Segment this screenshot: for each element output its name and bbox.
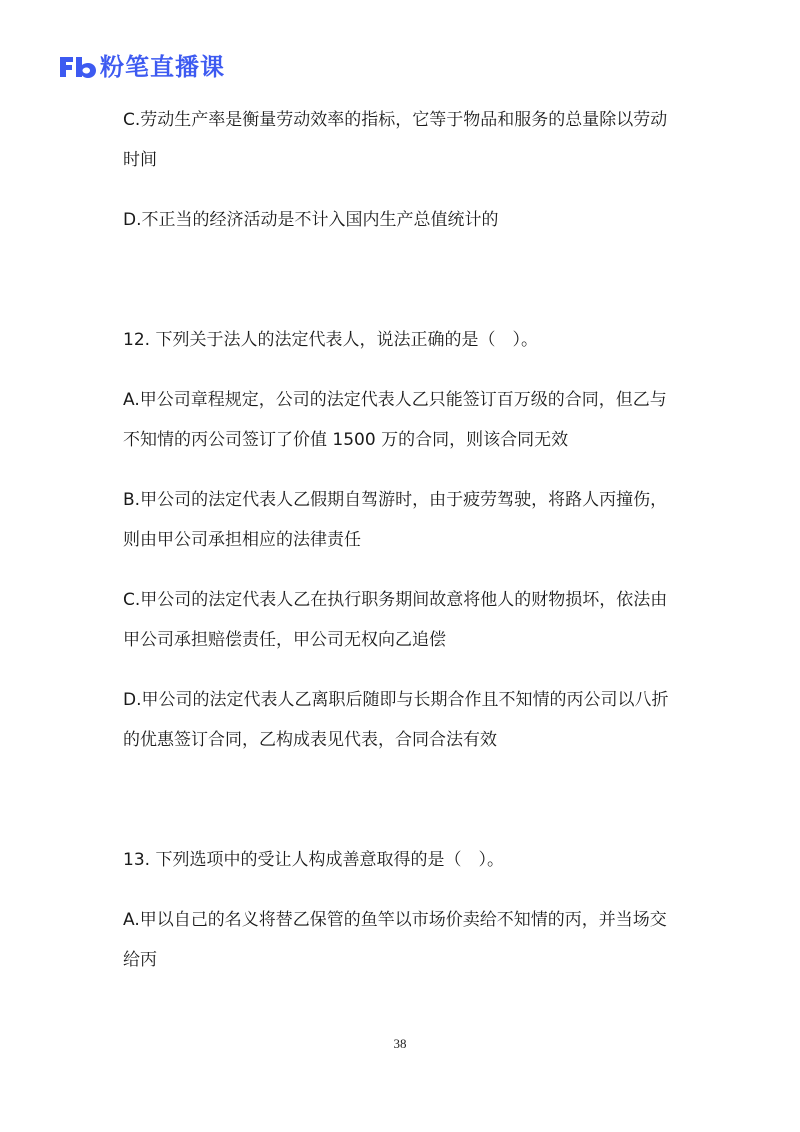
question-12-option-b: B.甲公司的法定代表人乙假期自驾游时，由于疲劳驾驶，将路人丙撞伤，则由甲公司承担相应的法律责任 bbox=[123, 490, 668, 550]
question-12-option-c: C.甲公司的法定代表人乙在执行职务期间故意将他人的财物损坏，依法由甲公司承担赔偿责任，甲公司无权向乙追偿 bbox=[123, 590, 668, 650]
question-13-stem: 13. 下列选项中的受让人构成善意取得的是（ ）。 bbox=[123, 850, 504, 870]
fb-logo-icon bbox=[58, 52, 98, 82]
question-13-option-a: A.甲以自己的名义将替乙保管的鱼竿以市场价卖给不知情的丙，并当场交给丙 bbox=[123, 910, 667, 970]
question-12-option-a: A.甲公司章程规定，公司的法定代表人乙只能签订百万级的合同，但乙与不知情的丙公司签订了价值 1500 万的合同，则该合同无效 bbox=[123, 390, 667, 450]
brand-name: 粉笔直播课 bbox=[100, 53, 225, 81]
page-header bbox=[58, 50, 225, 84]
question-12-option-d: D.甲公司的法定代表人乙离职后随即与长期合作且不知情的丙公司以八折的优惠签订合同，乙构成表见代表，合同合法有效 bbox=[123, 690, 669, 750]
question-content bbox=[123, 100, 683, 1000]
page-number: 38 bbox=[393, 1036, 407, 1051]
option-d-previous: D.不正当的经济活动是不计入国内生产总值统计的 bbox=[123, 210, 499, 230]
option-c-previous: C.劳动生产率是衡量劳动效率的指标，它等于物品和服务的总量除以劳动时间 bbox=[123, 110, 668, 170]
question-12-stem: 12. 下列关于法人的法定代表人，说法正确的是（ ）。 bbox=[123, 330, 538, 350]
